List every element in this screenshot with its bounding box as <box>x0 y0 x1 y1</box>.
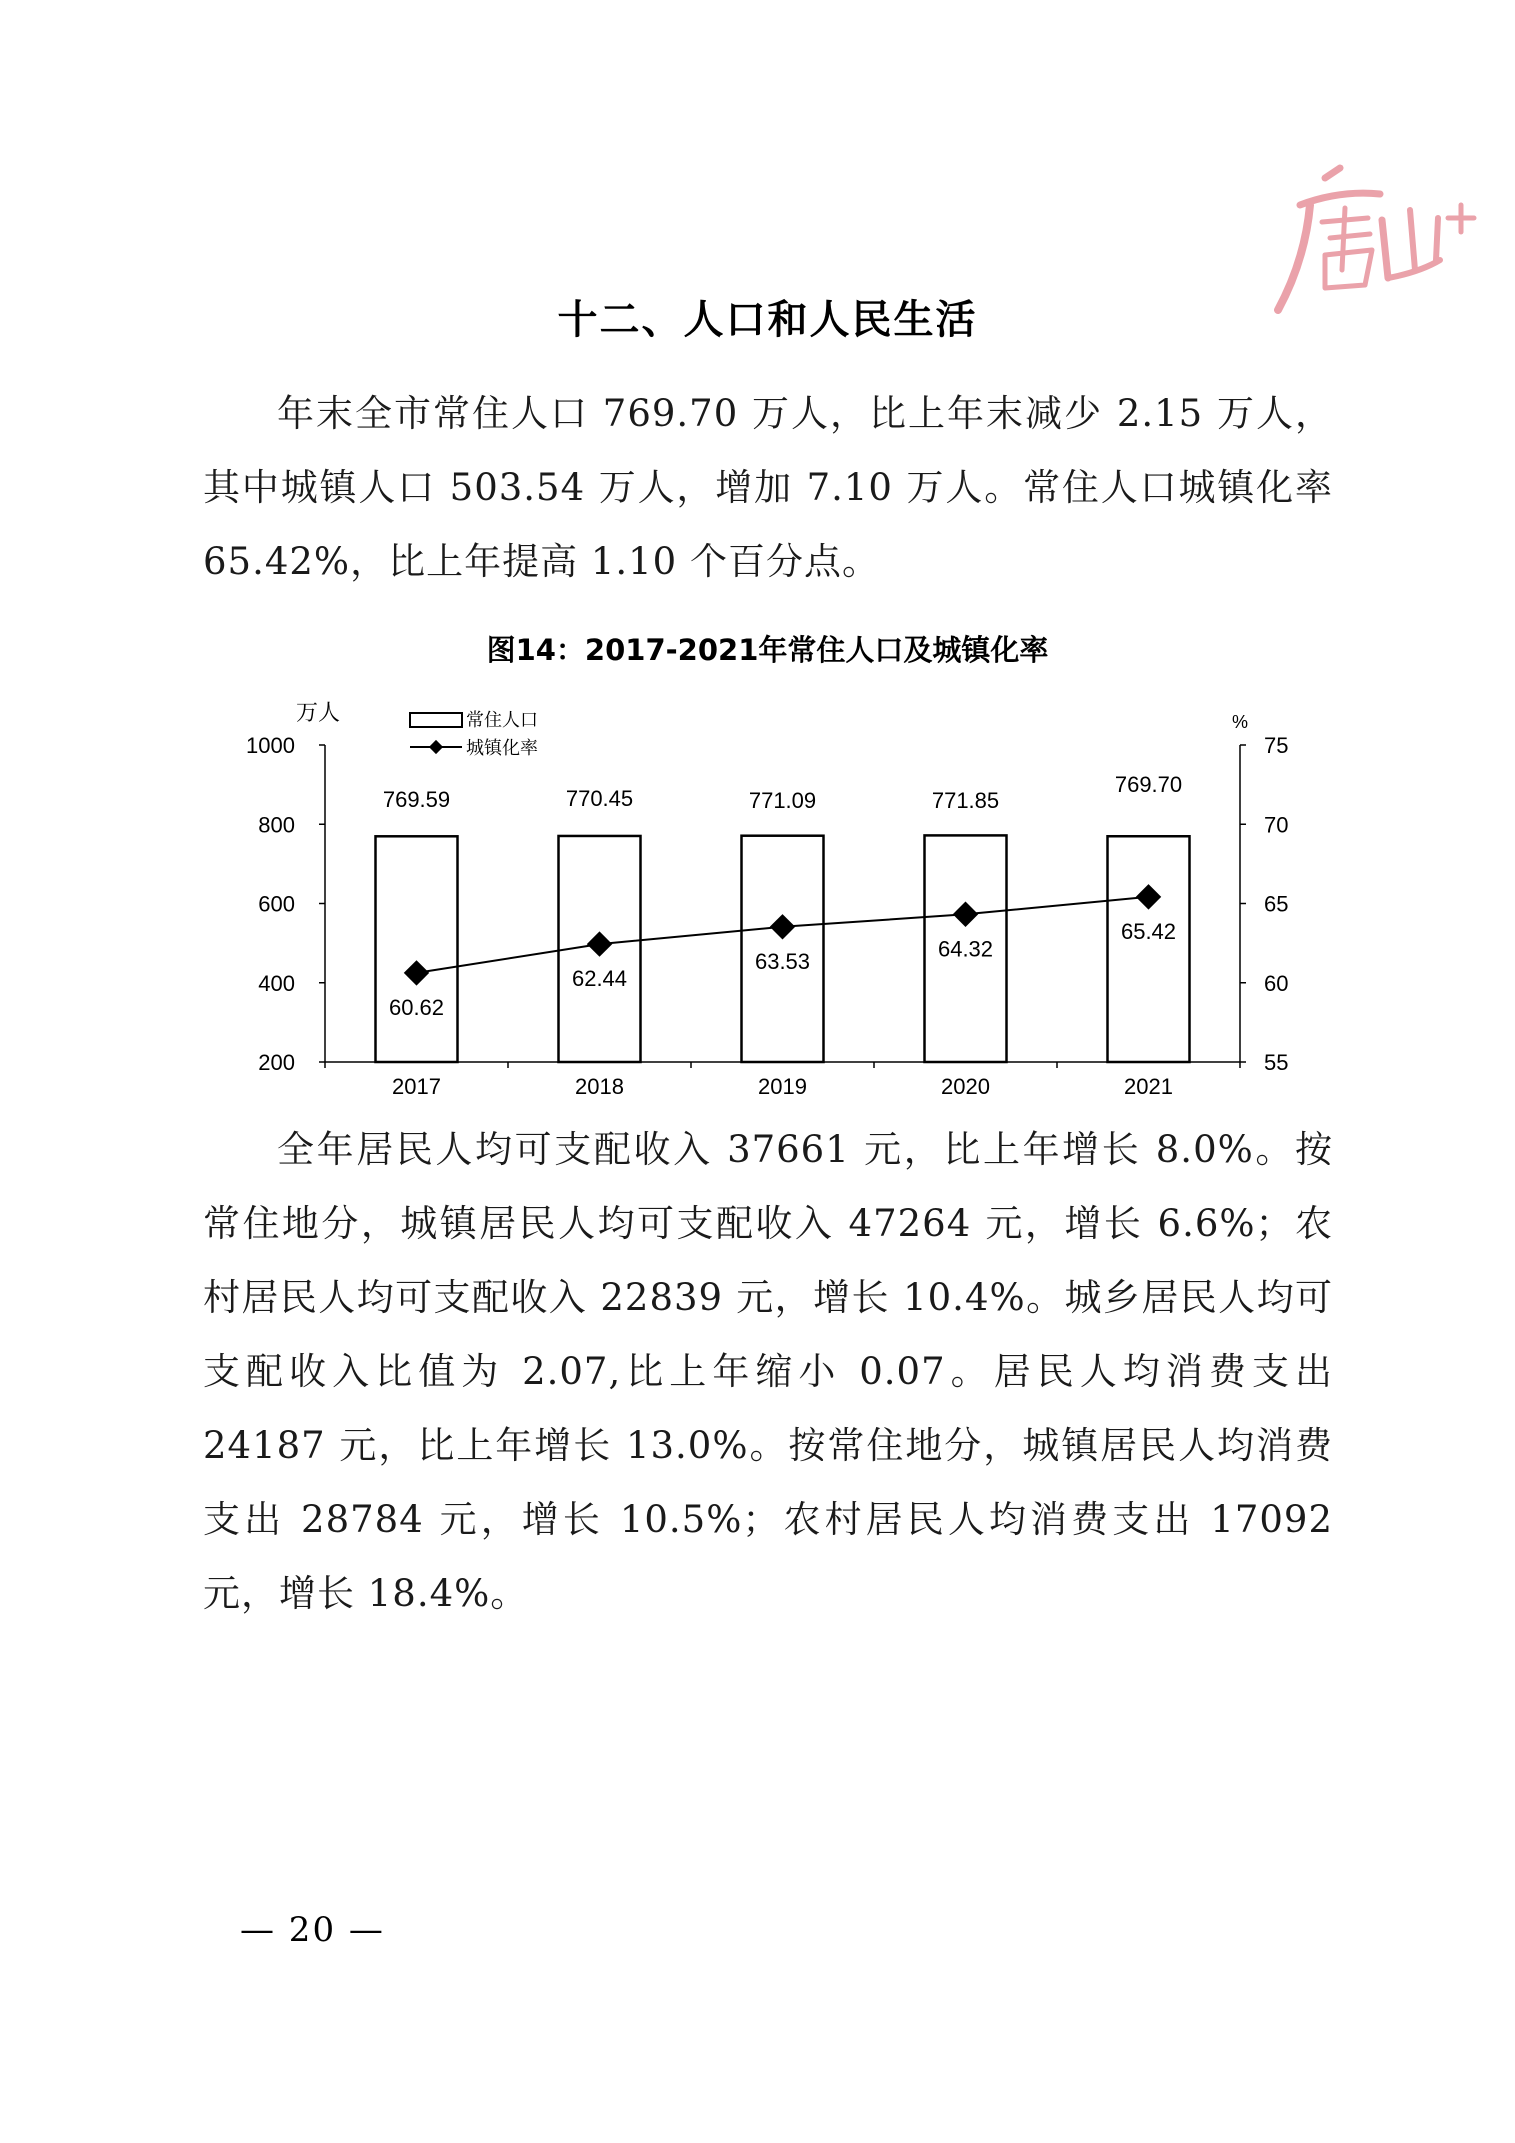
right-axis-tick-label: 60 <box>1264 970 1289 996</box>
x-axis-label-2021: 2021 <box>1124 1074 1173 1099</box>
left-axis-unit: 万人 <box>295 700 341 725</box>
bar-label-2021: 769.70 <box>1114 772 1183 797</box>
legend-bar-swatch <box>410 713 462 727</box>
x-axis-label-2018: 2018 <box>575 1074 624 1099</box>
line-label-2018: 62.44 <box>571 966 628 992</box>
bar-label-2017: 769.59 <box>382 787 451 812</box>
left-axis-tick-label: 600 <box>258 891 295 917</box>
right-axis-unit: % <box>1231 712 1249 732</box>
income-consumption-paragraph: 全年居民人均可支配收入 37661 元，比上年增长 8.0%。按常住地分，城镇居民人均可支配收入 47264 元，增长 6.6%；农村居民人均可支配收入 22839 元，增长 10.4%。城乡居民人均可支配收入比值为 2.07,比上年缩小 0.07。居民人均消费支出 24187 元，比上年增长 13.0%。按常住地分，城镇居民人均消费支出 28784 元，增长 10.5%；农村居民人均消费支出 17092 元，增长 18.4%。 <box>203 1128 1333 1615</box>
legend-bar-label: 常住人口 <box>466 710 538 730</box>
page-number: — 20 — <box>240 1910 385 1950</box>
bar-2017 <box>376 836 458 1062</box>
x-axis-label-2017: 2017 <box>392 1074 441 1099</box>
right-axis-tick-label: 70 <box>1264 812 1289 838</box>
x-axis-label-2019: 2019 <box>758 1074 807 1099</box>
right-axis-tick-label: 75 <box>1264 733 1289 758</box>
chart-title: 图14：2017-2021年常住人口及城镇化率 <box>486 633 1049 667</box>
left-axis-tick-label: 1000 <box>246 733 295 758</box>
x-axis-label-2020: 2020 <box>941 1074 990 1099</box>
line-label-2021: 65.42 <box>1120 918 1177 944</box>
bar-label-2020: 771.85 <box>931 788 1000 813</box>
left-axis-tick-label: 200 <box>258 1050 295 1075</box>
section-title: 十二、人口和人民生活 <box>557 297 978 343</box>
legend-line-marker <box>429 740 443 754</box>
left-axis-tick-label: 400 <box>258 970 295 996</box>
bar-label-2018: 770.45 <box>565 786 634 811</box>
population-paragraph: 年末全市常住人口 769.70 万人，比上年末减少 2.15 万人，其中城镇人口 503.54 万人，增加 7.10 万人。常住人口城镇化率 65.42%，比上年提高 1.10 个百分点。 <box>203 392 1333 583</box>
bar-label-2019: 771.09 <box>748 788 817 813</box>
right-axis-tick-label: 55 <box>1264 1050 1289 1075</box>
right-axis-tick-label: 65 <box>1264 891 1289 917</box>
line-label-2019: 63.53 <box>754 948 811 974</box>
bar-2021 <box>1108 836 1190 1062</box>
line-label-2017: 60.62 <box>388 994 445 1020</box>
population-urbanization-chart <box>220 690 1350 1110</box>
line-label-2020: 64.32 <box>937 936 994 962</box>
legend-line-label: 城镇化率 <box>466 738 538 758</box>
left-axis-tick-label: 800 <box>258 812 295 838</box>
